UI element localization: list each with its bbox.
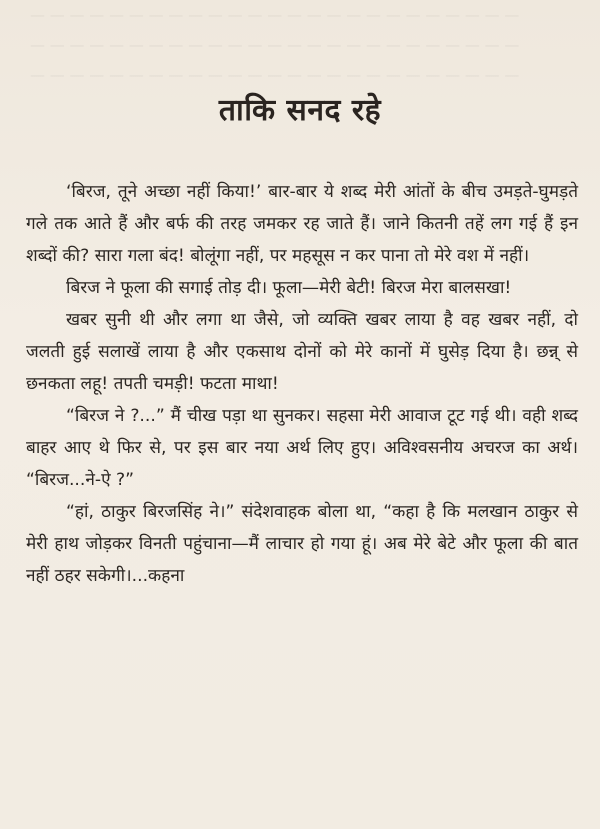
paragraph-1: ‘बिरज, तूने अच्छा नहीं किया!’ बार-बार ये शब्द मेरी आंतों के बीच उमड़ते-घुमड़ते गले तक आते हैं और बर्फ की तरह जमकर रह जाते हैं। जाने कितनी तहें लग गई हैं इन शब्दों की? सारा गला बंद! बोलूंगा नहीं, पर महसूस न कर पाना तो मेरे वश में नहीं। [26,182,578,266]
bleed-through-text: — — — — — — — — — — — — — — — — — — — — — — — — — — — — — — — — — — — — — — — — — — — — — — — — — — — — — — — — — — — — — — — — — — — — — — — — — — — [30,6,520,84]
chapter-title: ताकि सनद रहे [218,93,382,128]
paragraph-5: “हां, ठाकुर बिरजसिंह ने।” संदेशवाहक बोला था, “कहा है कि मलखान ठाकुर से मेरी हाथ जोड़कर विनती पहुंचाना—मैं लाचार हो गया हूं। अब मेरे बेटे और फूला की बात नहीं ठहर सकेगी।...कहना [26,502,578,586]
paragraph-4: “बिरज ने ?...” मैं चीख पड़ा था सुनकर। सहसा मेरी आवाज टूट गई थी। वही शब्द बाहर आए थे फिर से, पर इस बार नया अर्थ लिए हुए। अविश्वसनीय अचरज का अर्थ। “बिरज...ने-ऐ ?” [26,406,578,490]
chapter-body [26,176,578,592]
paragraph-2: बिरज ने फूला की सगाई तोड़ दी। फूला—मेरी बेटी! बिरज मेरा बालसखा! [66,278,512,298]
paragraph-3: खबर सुनी थी और लगा था जैसे, जो व्यक्ति खबर लाया है वह खबर नहीं, दो जलती हुई सलाखें लाया है और एकसाथ दोनों को मेरे कानों में घुसेड़ दिया है। छन्न् से छनकता लहू! तपती चमड़ी! फटता माथा! [26,310,578,394]
